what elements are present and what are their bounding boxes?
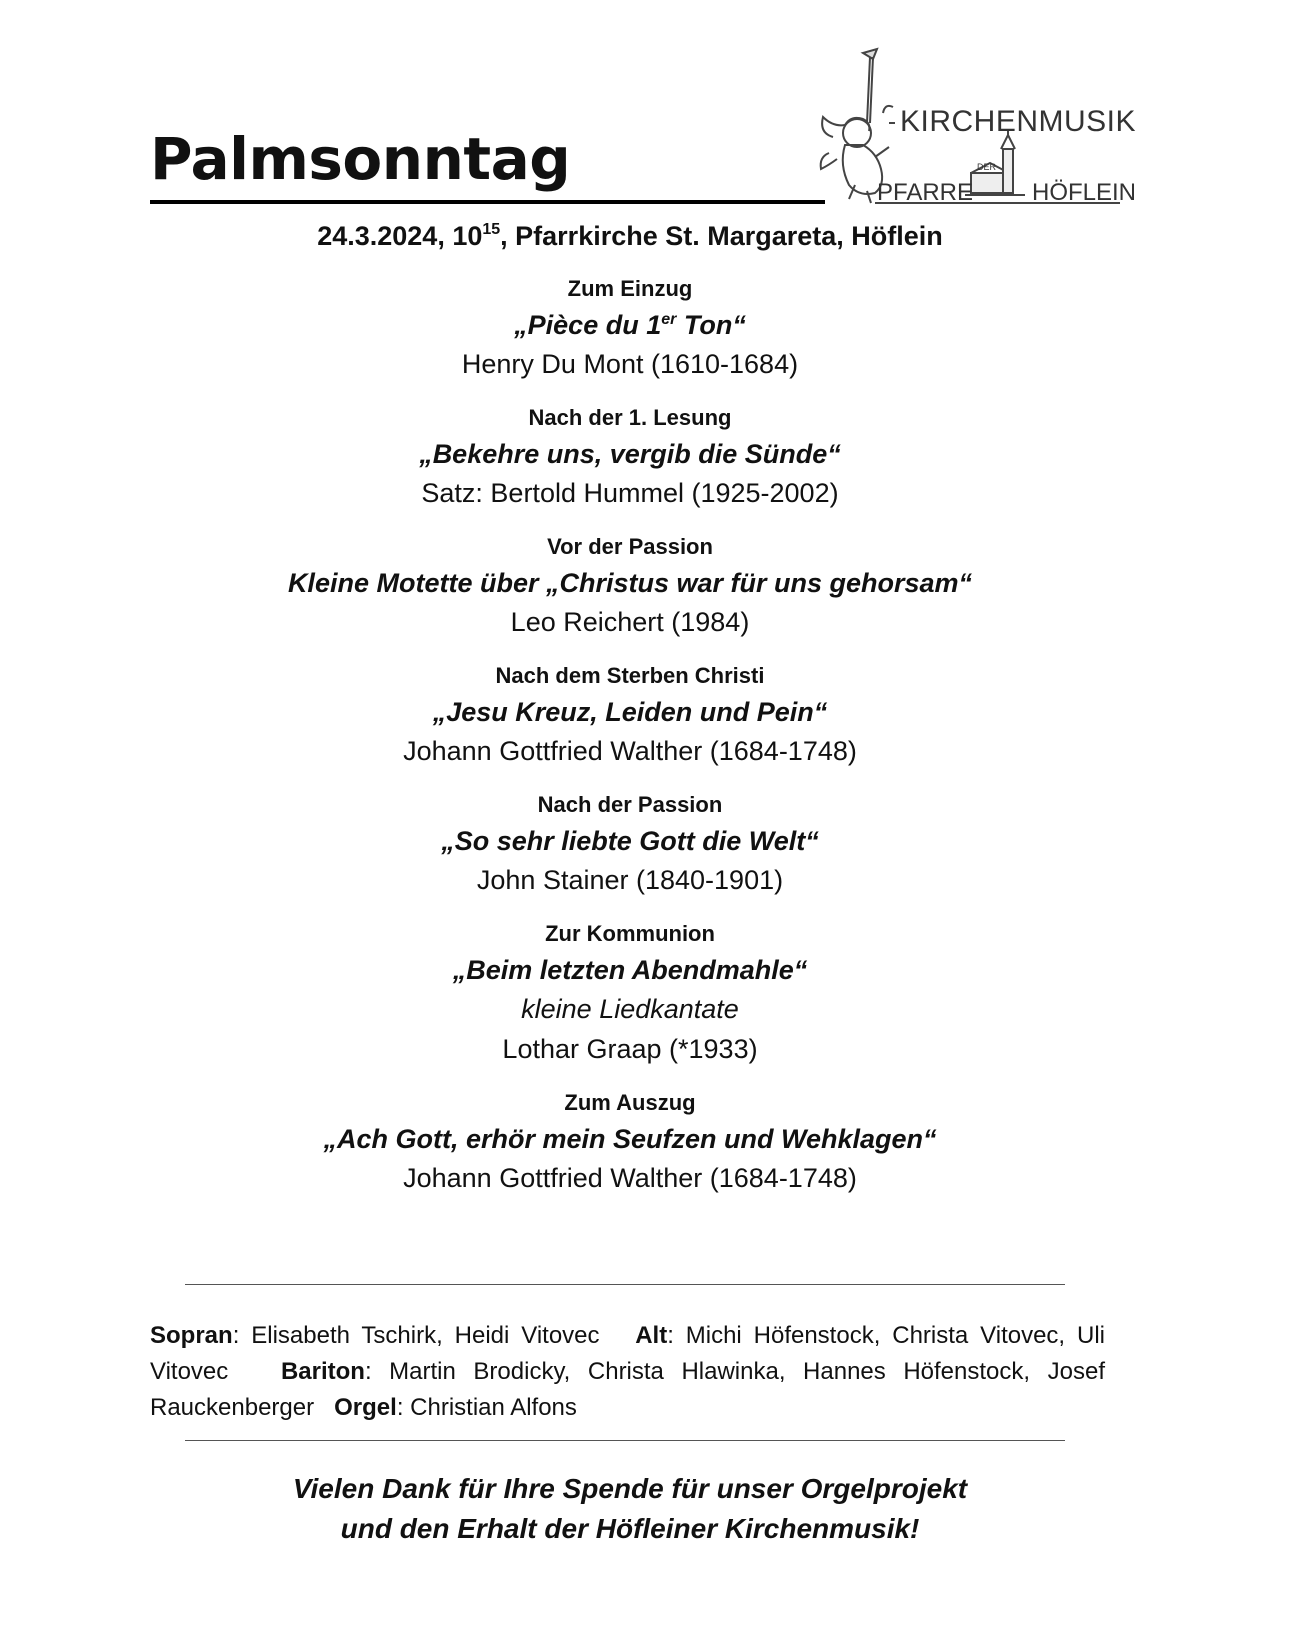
piece-title: „Bekehre uns, vergib die Sünde“ bbox=[419, 439, 841, 469]
occasion: Zum Einzug bbox=[567, 276, 693, 301]
logo-hoeflein-text: HÖFLEIN bbox=[1032, 179, 1137, 206]
kirchenmusik-logo bbox=[815, 45, 1137, 210]
logo-pfarre-text: PFARRE bbox=[877, 179, 974, 206]
composer: Johann Gottfried Walther (1684-1748) bbox=[403, 1163, 857, 1193]
program-list bbox=[0, 272, 1260, 1215]
program-item bbox=[0, 659, 1260, 771]
occasion: Nach dem Sterben Christi bbox=[495, 663, 765, 688]
occasion: Nach der 1. Lesung bbox=[528, 405, 732, 430]
divider-bottom bbox=[185, 1440, 1065, 1441]
thanks-message: Vielen Dank für Ihre Spende für unser Orgelprojekt und den Erhalt der Höfleiner Kirchenmusik! bbox=[292, 1473, 968, 1544]
piece-title: „Ach Gott, erhör mein Seufzen und Wehklagen“ bbox=[323, 1124, 937, 1154]
program-item bbox=[0, 917, 1260, 1069]
occasion: Vor der Passion bbox=[547, 534, 713, 559]
composer: John Stainer (1840-1901) bbox=[476, 865, 784, 895]
piece-title: „Beim letzten Abendmahle“ bbox=[452, 955, 808, 985]
piece-subtitle: kleine Liedkantate bbox=[521, 994, 739, 1024]
performers-list: Sopran: Elisabeth Tschirk, Heidi Vitovec Alt: Michi Höfenstock, Christa Vitovec, Uli Vitovec Bariton: Martin Brodicky, Christa Hlawinka, Hannes Höfenstock, Josef Rauckenberger Orgel: Christian Alfons bbox=[150, 1322, 1105, 1421]
composer: Leo Reichert (1984) bbox=[510, 607, 750, 637]
program-item bbox=[0, 788, 1260, 900]
piece-title: „Pièce du 1er Ton“ bbox=[514, 310, 746, 340]
occasion: Zur Kommunion bbox=[545, 921, 715, 946]
page-title: Palmsonntag bbox=[150, 125, 571, 193]
title-underline bbox=[150, 200, 825, 204]
occasion: Nach der Passion bbox=[537, 792, 723, 817]
piece-title: „Jesu Kreuz, Leiden und Pein“ bbox=[432, 697, 828, 727]
composer: Lothar Graap (*1933) bbox=[502, 1034, 758, 1064]
program-item bbox=[0, 401, 1260, 513]
logo-der-text: DER bbox=[977, 162, 997, 172]
composer: Satz: Bertold Hummel (1925-2002) bbox=[421, 478, 839, 508]
date-location: 24.3.2024, $10^{15}$, Pfarrkirche St. Margareta, Höflein bbox=[317, 221, 943, 251]
program-item bbox=[0, 530, 1260, 642]
occasion: Zum Auszug bbox=[564, 1090, 696, 1115]
piece-title: „So sehr liebte Gott die Welt“ bbox=[441, 826, 819, 856]
logo-kirchenmusik-text: KIRCHENMUSIK bbox=[900, 105, 1137, 138]
composer: Henry Du Mont (1610-1684) bbox=[461, 349, 799, 379]
divider-top bbox=[185, 1284, 1065, 1285]
program-item bbox=[0, 272, 1260, 384]
piece-title: Kleine Motette über „Christus war für uns gehorsam“ bbox=[287, 568, 973, 598]
program-item bbox=[0, 1086, 1260, 1198]
composer: Johann Gottfried Walther (1684-1748) bbox=[403, 736, 857, 766]
